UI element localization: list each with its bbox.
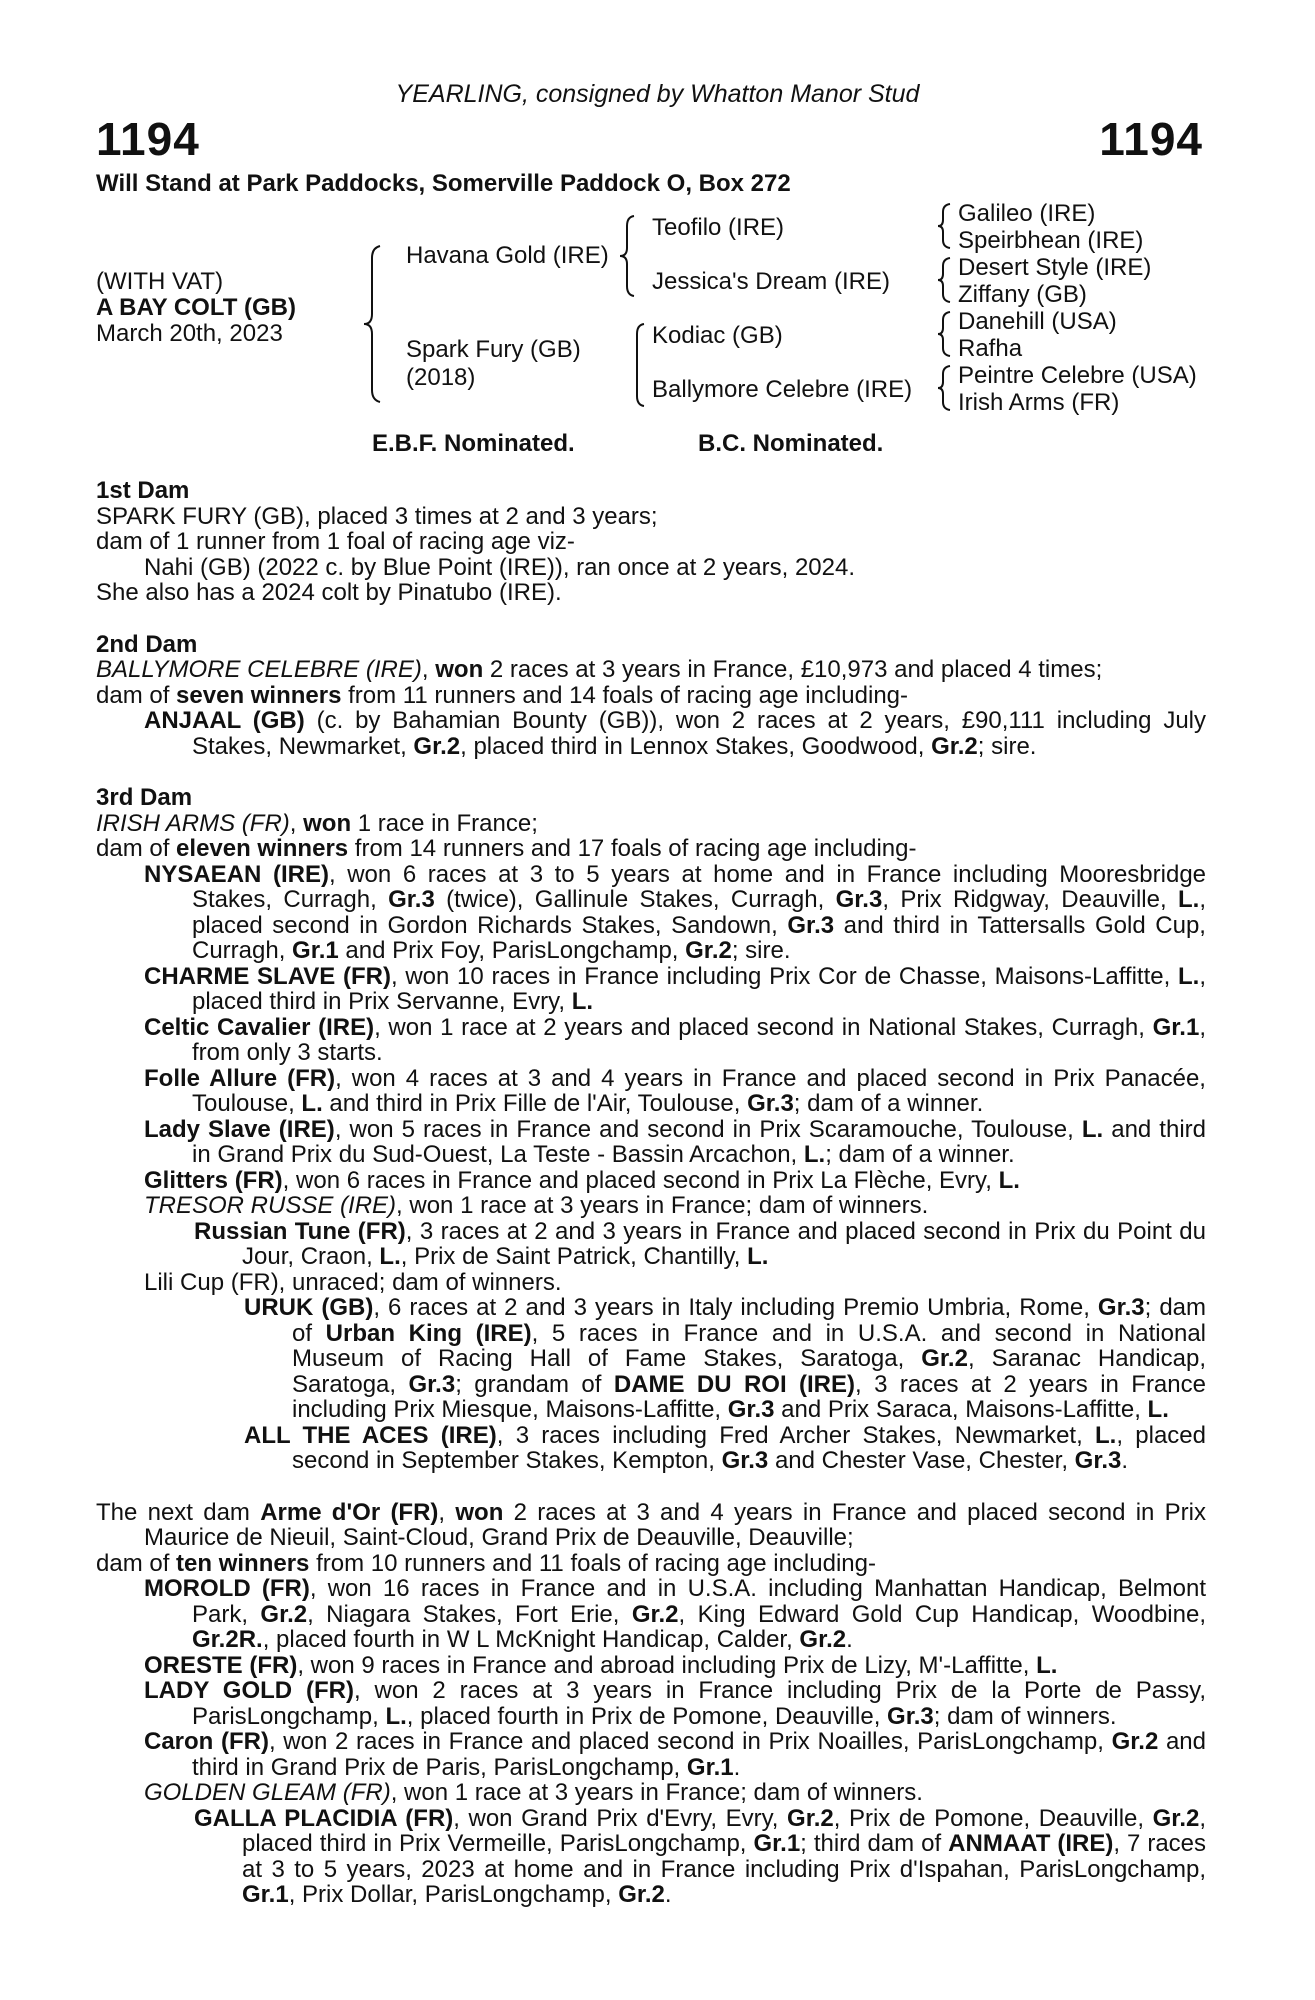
pedigree-sire: Havana Gold (IRE) [406, 242, 609, 269]
oreste-entry: ORESTE (FR), won 9 races in France and abroad including Prix de Lizy, M'-Laffitte, L. [144, 1651, 1058, 1679]
third-dam-heading: 3rd Dam [96, 784, 193, 811]
pedigree-g5: Danehill (USA) [958, 308, 1117, 335]
tresor-russe-entry: TRESOR RUSSE (IRE), won 1 race at 3 years in France; dam of winners. [144, 1192, 929, 1219]
anjaal-entry: ANJAAL (GB) (c. by Bahamian Bounty (GB)), won 2 races at 2 years, £90,111 including July Stakes, Newmarket, Gr.2, placed third in Lennox Stakes, Goodwood, Gr.2; sire. [144, 707, 1206, 760]
pedigree-g2: Speirbhean (IRE) [958, 227, 1144, 254]
stand-location: Will Stand at Park Paddocks, Somerville Paddock O, Box 272 [96, 170, 791, 197]
pedigree-dam-sire: Kodiac (GB) [652, 322, 783, 349]
second-dam-record: BALLYMORE CELEBRE (IRE), won 2 races at 3 years in France, £10,973 and placed 4 times; [96, 656, 1103, 683]
pedigree-brace-sire [618, 214, 638, 298]
consignor-line: YEARLING, consigned by Whatton Manor Stud [395, 80, 920, 108]
first-dam-line-1: SPARK FURY (GB), placed 3 times at 2 and 3 years; [96, 502, 658, 530]
lady-slave-entry: Lady Slave (IRE), won 5 races in France and second in Prix Scaramouche, Toulouse, L. and third in Grand Prix du Sud-Ouest, La Teste - Bassin Arcachon, L.; dam of a winner. [144, 1115, 1206, 1168]
pedigree-sire-sire: Teofilo (IRE) [652, 214, 785, 241]
pedigree-dam-dam: Ballymore Celebre (IRE) [652, 376, 913, 403]
pedigree-g1: Galileo (IRE) [958, 200, 1096, 227]
pedigree-brace-dam [628, 322, 648, 408]
pedigree-brace-main [362, 244, 386, 404]
morold-entry: MOROLD (FR), won 16 races in France and in U.S.A. including Manhattan Handicap, Belmont Park, Gr.2, Niagara Stakes, Fort Erie, Gr.2, King Edward Gold Cup Handicap, Woodbine, Gr.2R., placed fourth in W L McKnight Handicap, Calder, Gr.2. [144, 1575, 1207, 1653]
nysaean-entry: NYSAEAN (IRE), won 6 races at 3 to 5 years at home and in France including Mooresbridge Stakes, Curragh, Gr.3 (twice), Gallinule Stakes, Curragh, Gr.3, Prix Ridgway, Deauville, L., placed second in Gordon Richards Stakes, Sandown, Gr.3 and third in Tattersalls Gold Cup, Curragh, Gr.1 and Prix Foy, ParisLongchamp, Gr.2; sire. [144, 860, 1207, 964]
pedigree-g4: Ziffany (GB) [958, 281, 1087, 308]
pedigree-sire-dam: Jessica's Dream (IRE) [652, 268, 890, 295]
lili-cup-entry: Lili Cup (FR), unraced; dam of winners. [144, 1268, 562, 1296]
uruk-entry: URUK (GB), 6 races at 2 and 3 years in Italy including Premio Umbria, Rome, Gr.3; dam of Urban King (IRE), 5 races in France and in U.S.A. and second in National Museum of Racing Hall of Fame Stakes, Saratoga, Gr.2, Saranac Handicap, Saratoga, Gr.3; grandam of DAME DU ROI (IRE), 3 races at 2 years in France including Prix Miesque, Maisons-Laffitte, Gr.3 and Prix Saraca, Maisons-Laffitte, L. [244, 1294, 1206, 1423]
pedigree-g7: Peintre Celebre (USA) [958, 362, 1197, 389]
glitters-entry: Glitters (FR), won 6 races in France and placed second in Prix La Flèche, Evry, L. [144, 1166, 1020, 1194]
golden-gleam-entry: GOLDEN GLEAM (FR), won 1 race at 3 years in France; dam of winners. [144, 1779, 923, 1806]
dam-line-body [96, 478, 1206, 1908]
horse-name: A BAY COLT (GB) [96, 294, 297, 321]
pedigree-dam: Spark Fury (GB) [406, 336, 581, 363]
lot-number-left: 1194 [96, 113, 200, 165]
folle-allure-entry: Folle Allure (FR), won 4 races at 3 and 4 years in France and placed second in Prix Panacée, Toulouse, L. and third in Prix Fille de l'Air, Toulouse, Gr.3; dam of a winner. [144, 1064, 1206, 1117]
next-dam-produce: dam of ten winners from 10 runners and 11 foals of racing age including- [96, 1549, 876, 1577]
pedigree-dam-year: (2018) [406, 364, 476, 391]
vat-note: (WITH VAT) [96, 268, 224, 295]
charme-slave-entry: CHARME SLAVE (FR), won 10 races in France including Prix Cor de Chasse, Maisons-Laffitte, L., placed third in Prix Servanne, Evry, L. [144, 962, 1206, 1015]
next-dam-record: The next dam Arme d'Or (FR), won 2 races at 3 and 4 years in France and placed second in Prix Maurice de Nieuil, Saint-Cloud, Grand Prix de Deauville, Deauville; [96, 1498, 1206, 1551]
second-dam-heading: 2nd Dam [96, 630, 198, 658]
all-the-aces-entry: ALL THE ACES (IRE), 3 races including Fred Archer Stakes, Newmarket, L., placed second in September Stakes, Kempton, Gr.3 and Chester Vase, Chester, Gr.3. [244, 1421, 1206, 1474]
bc-nominated: B.C. Nominated. [698, 430, 884, 457]
first-dam-line-2: dam of 1 runner from 1 foal of racing age viz- [96, 528, 575, 555]
third-dam-produce: dam of eleven winners from 14 runners and 17 foals of racing age including- [96, 835, 917, 862]
pedigree-brace-g4 [936, 364, 952, 412]
pedigree-g6: Rafha [958, 335, 1023, 362]
russian-tune-entry: Russian Tune (FR), 3 races at 2 and 3 years in France and placed second in Prix du Point du Jour, Craon, L., Prix de Saint Patrick, Chantilly, L. [194, 1217, 1206, 1270]
pedigree-g3: Desert Style (IRE) [958, 254, 1152, 281]
ebf-nominated: E.B.F. Nominated. [372, 430, 575, 457]
pedigree-brace-g1 [936, 202, 952, 250]
lady-gold-entry: LADY GOLD (FR), won 2 races at 3 years in France including Prix de la Porte de Passy, ParisLongchamp, L., placed fourth in Prix de Pomone, Deauville, Gr.3; dam of winners. [144, 1677, 1207, 1730]
galla-placidia-entry: GALLA PLACIDIA (FR), won Grand Prix d'Evry, Evry, Gr.2, Prix de Pomone, Deauville, Gr.2, placed third in Prix Vermeille, ParisLongchamp, Gr.1; third dam of ANMAAT (IRE), 7 races at 3 to 5 years, 2023 at home and in France including Prix d'Ispahan, ParisLongchamp, Gr.1, Prix Dollar, ParisLongchamp, Gr.2. [194, 1804, 1207, 1908]
celtic-cavalier-entry: Celtic Cavalier (IRE), won 1 race at 2 years and placed second in National Stakes, Curragh, Gr.1, from only 3 starts. [144, 1013, 1206, 1066]
pedigree-brace-g3 [936, 310, 952, 358]
pedigree-brace-g2 [936, 256, 952, 304]
lot-number-right: 1194 [1099, 113, 1203, 165]
first-dam-heading: 1st Dam [96, 477, 190, 504]
second-dam-produce: dam of seven winners from 11 runners and 14 foals of racing age including- [96, 681, 909, 709]
caron-entry: Caron (FR), won 2 races in France and placed second in Prix Noailles, ParisLongchamp, Gr.2 and third in Grand Prix de Paris, ParisLongchamp, Gr.1. [144, 1728, 1206, 1781]
first-dam-line-4: She also has a 2024 colt by Pinatubo (IRE). [96, 579, 562, 606]
third-dam-record: IRISH ARMS (FR), won 1 race in France; [96, 809, 538, 837]
pedigree-g8: Irish Arms (FR) [958, 389, 1120, 416]
first-dam-line-3: Nahi (GB) (2022 c. by Blue Point (IRE)), ran once at 2 years, 2024. [144, 553, 855, 581]
foaling-date: March 20th, 2023 [96, 320, 283, 347]
